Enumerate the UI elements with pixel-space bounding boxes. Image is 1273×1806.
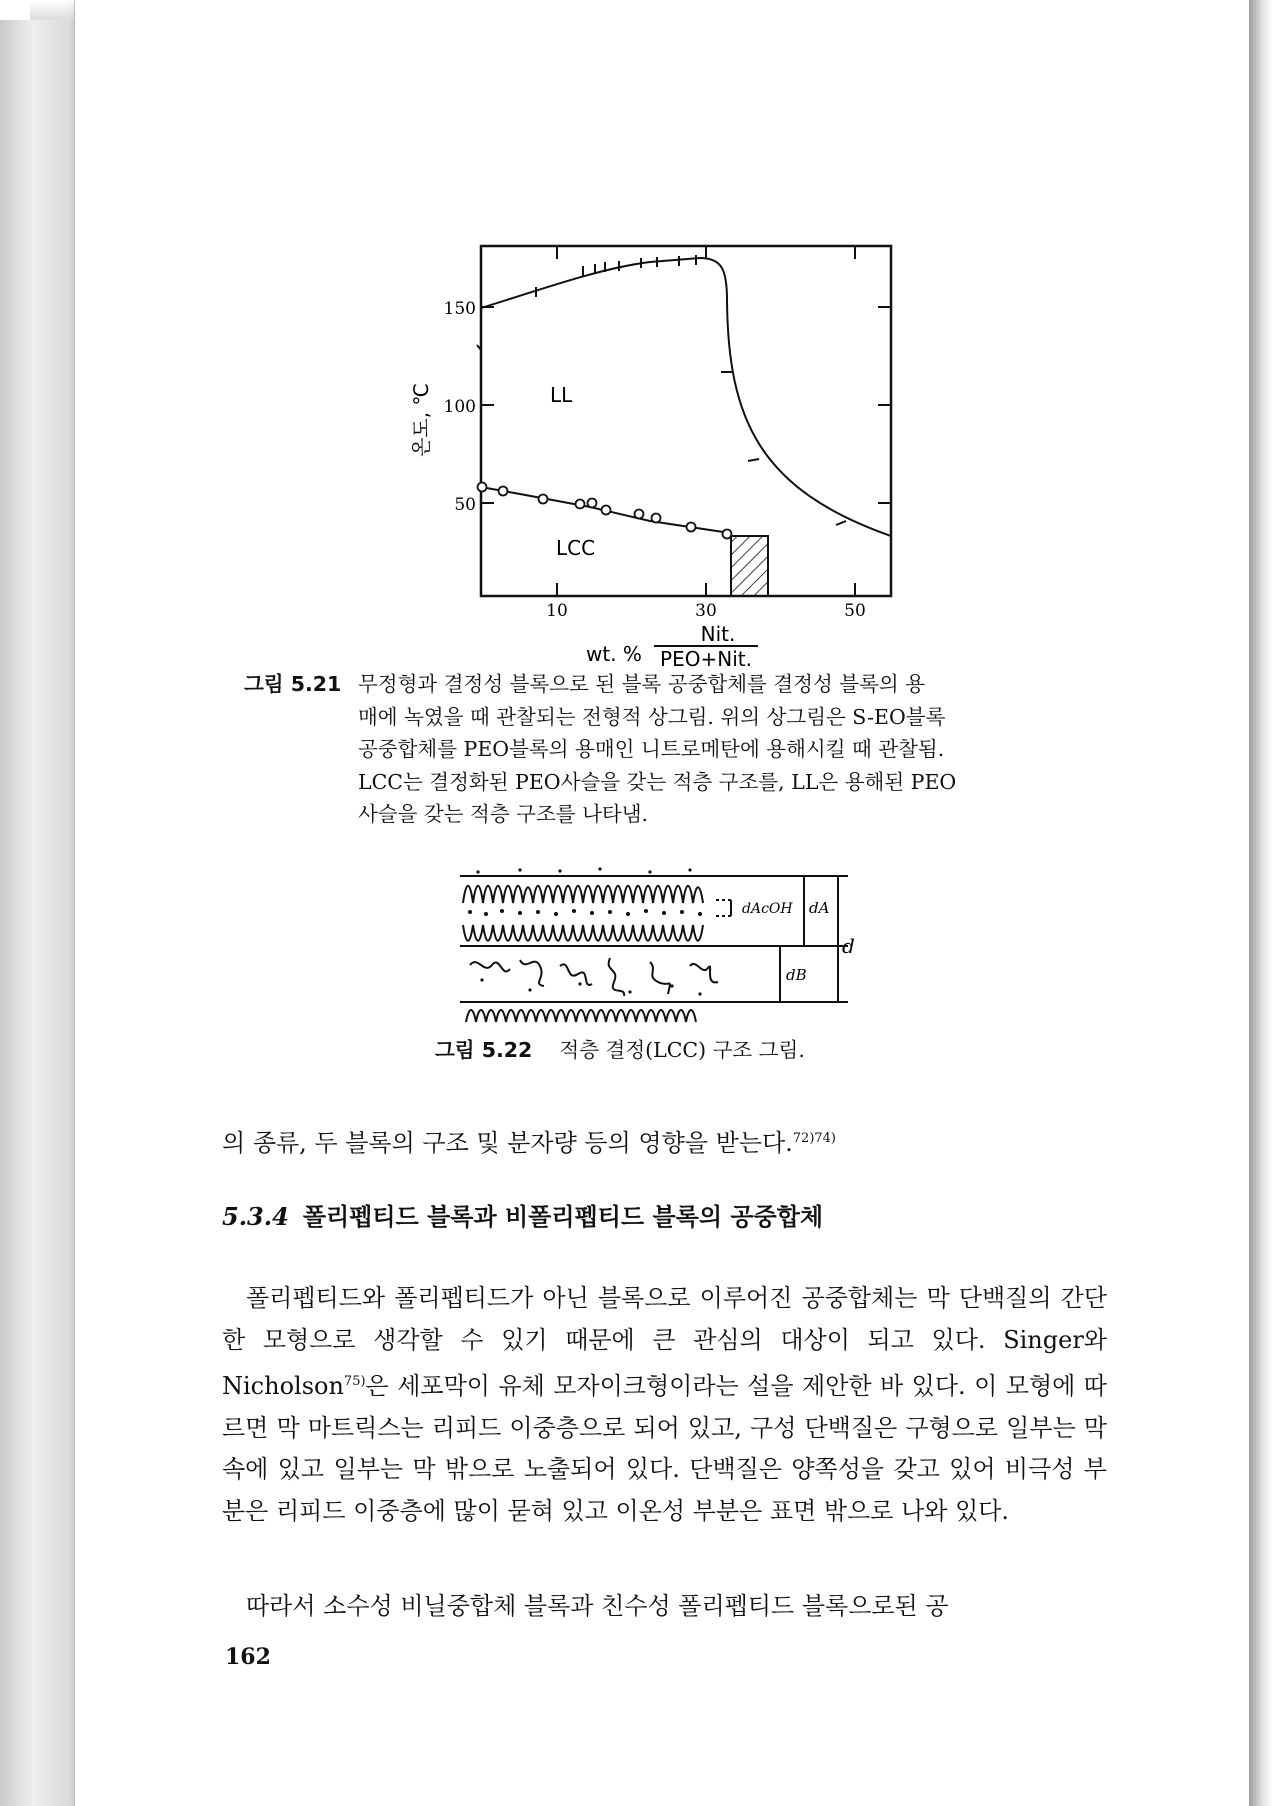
chain-band-bottom: [466, 1010, 696, 1022]
lamellar-structure-figure: [455, 860, 855, 1032]
paragraph: [222, 1278, 1107, 1532]
continuation-line: [222, 1118, 1107, 1165]
label-db: dB: [786, 966, 807, 984]
reference-mark: 75): [343, 1374, 366, 1389]
book-spine-top: [30, 0, 74, 20]
region-label-lcc: LCC: [556, 536, 596, 560]
x-tick-label: 50: [844, 601, 866, 621]
region-label-ll: LL: [550, 383, 573, 407]
caption-line: 사슬을 갖는 적층 구조를 나타냄.: [358, 802, 649, 826]
paragraph-text: 은 세포막이 유체 모자이크형이라는 설을 제안한 바 있다. 이 모형에 따르면 막 마트릭스는 리피드 이중층으로 되어 있고, 구성 단백질은 구형으로 일부는 막 속에 있고 일부는 막 밖으로 노출되어 있다. 단백질은 양쪽성을 갖고 있어 비극성 부분은 리피드 이중층에 많이 묻혀 있고 이온성 부분은 표면 밖으로 나와 있다.: [222, 1372, 1107, 1525]
label-d: d: [842, 934, 855, 958]
upper-boundary-marks: [536, 255, 846, 525]
hatched-region: [731, 536, 768, 596]
y-axis-title: 온도, ℃: [409, 383, 433, 457]
reference-mark: 72)74): [792, 1131, 837, 1146]
page-number: 162: [225, 1644, 271, 1670]
figure-521-label: 그림 5.21: [244, 672, 342, 696]
x-label-numerator: Nit.: [700, 622, 736, 646]
y-axis-ticks: [481, 246, 891, 596]
chain-band-middle: [463, 925, 703, 941]
section-title: 폴리펩티드 블록과 비폴리펩티드 블록의 공중합체: [302, 1203, 824, 1231]
figure-522-caption-text: 적층 결정(LCC) 구조 그림.: [559, 1038, 805, 1062]
caption-line: 매에 녹였을 때 관찰되는 전형적 상그림. 위의 상그림은 S-EO블록: [358, 704, 946, 729]
x-label-denominator: PEO+Nit.: [660, 647, 752, 670]
page-edge-shadow: [1249, 0, 1273, 1806]
y-tick-label: 150: [443, 299, 476, 319]
figure-522-label: 그림 5.22: [435, 1038, 533, 1062]
x-tick-label: 10: [546, 601, 568, 621]
paragraph-text: 따라서 소수성 비닐중합체 블록과 친수성 폴리펩티드 블록으로된 공: [246, 1592, 949, 1620]
phase-diagram-figure: [400, 230, 920, 670]
paragraph-text: 폴리펩티드와 폴리펩티드가 아닌 블록으로 이루어진 공중합체는 막 단백질의 간단한 모형으로 생각할 수 있기 때문에 큰 관심의 대상이 되고 있다. Singer와 Nicholson: [222, 1284, 1107, 1400]
label-dacoh: dAcOH: [742, 901, 793, 917]
continuation-text: 의 종류, 두 블록의 구조 및 분자량 등의 영향을 받는다.: [222, 1129, 793, 1157]
data-points: [478, 483, 732, 539]
section-heading: [222, 1197, 823, 1232]
section-number: 5.3.4: [222, 1202, 289, 1231]
chain-band-upper: [463, 886, 703, 903]
label-da: dA: [809, 899, 830, 917]
paragraph: [222, 1586, 1107, 1628]
caption-line: 무정형과 결정성 블록으로 된 블록 공중합체를 결정성 블록의 용: [358, 672, 926, 696]
caption-line: LCC는 결정화된 PEO사슬을 갖는 적층 구조를, LL은 용해된 PEO: [358, 769, 957, 794]
x-tick-label: 30: [695, 601, 717, 621]
y-tick-label: 50: [454, 495, 476, 515]
caption-line: 공중합체를 PEO블록의 용매인 니트로메탄에 용해시킬 때 관찰됨.: [358, 737, 945, 761]
book-spine: [0, 20, 74, 1806]
figure-521-caption: [244, 668, 1106, 831]
x-label-prefix: wt. %: [586, 642, 642, 666]
coil-region: [470, 958, 718, 996]
y-tick-label: 100: [443, 397, 476, 417]
plot-frame: [481, 246, 891, 596]
figure-522-caption: [435, 1034, 805, 1067]
